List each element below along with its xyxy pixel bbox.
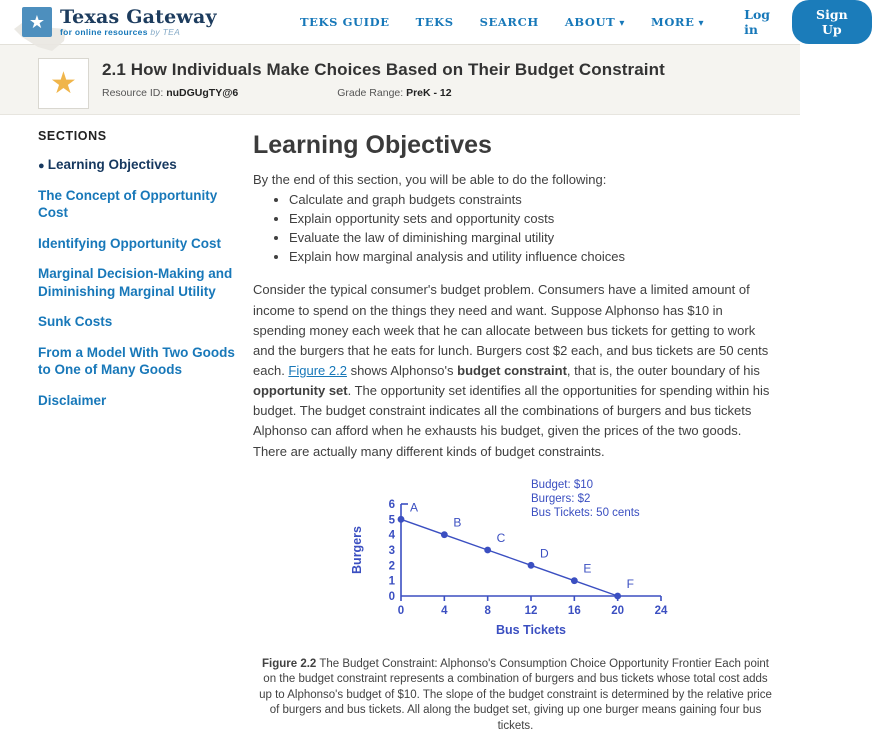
nav-item[interactable]: TEKS [415,15,454,29]
svg-text:12: 12 [524,604,538,617]
svg-text:20: 20 [611,604,625,617]
page-title: 2.1 How Individuals Make Choices Based on Their Budget Constraint [102,60,665,79]
section-heading: Learning Objectives [253,131,492,159]
resource-banner [0,44,800,115]
resource-star-icon: ★ [50,66,77,100]
nav-item[interactable]: SEARCH [479,15,539,29]
resource-type-card [38,58,89,109]
sidebar-item[interactable]: ● Learning Objectives [38,156,245,174]
objective-item: • Evaluate the law of diminishing marginal utility [289,229,778,248]
figure-caption-label: Figure 2.2 [262,657,317,670]
resource-meta [102,87,665,99]
grade-range-label: Grade Range: [337,87,404,99]
sidebar-item[interactable]: Marginal Decision-Making and Diminishing Marginal Utility [38,266,233,299]
svg-text:E: E [583,561,592,576]
login-link[interactable]: Log in [744,7,771,37]
logo-tagline: for online resources by TEA [60,26,181,37]
sidebar-item[interactable]: Disclaimer [38,392,107,408]
svg-text:3: 3 [388,544,395,557]
logo-star-icon: ★ [22,7,52,37]
svg-text:B: B [453,515,462,530]
logo-by-tea: by TEA [150,26,181,37]
svg-text:Bus Tickets: 50 cents: Bus Tickets: 50 cents [531,506,640,519]
objective-item: • Explain opportunity sets and opportunity costs [289,210,778,229]
objectives-intro: By the end of this section, you will be able to do the following: [253,172,607,187]
svg-text:Burgers: $2: Burgers: $2 [531,492,591,505]
figure-caption: Figure 2.2 The Budget Constraint: Alphonso's Consumption Choice Opportunity Frontier Each point on the budget constraint represents a combination of burgers and bus tickets whose total cost adds up to Alphonso's budget of $10. The slope of the budget constraint is determined by the relative price of burgers and bus tickets. All along the budget set, giving up one burger means gaining four bus tickets. [259,657,772,732]
sidebar-list [38,156,245,409]
sidebar-item[interactable]: From a Model With Two Goods to One of Many Goods [38,344,235,378]
sidebar-item[interactable]: Identifying Opportunity Cost [38,235,221,251]
svg-text:1: 1 [388,575,395,588]
objective-item: • Calculate and graph budgets constraints [289,191,778,210]
figure-2-2-link[interactable]: Figure 2.2 [288,362,347,378]
svg-text:A: A [410,499,419,514]
objectives-list [289,191,778,266]
svg-text:0: 0 [397,604,405,617]
svg-text:5: 5 [388,513,395,526]
sidebar-heading: SECTIONS [38,129,107,143]
resource-id-value: nuDGUgTY@6 [166,87,239,99]
nav-item[interactable]: MORE ▾ [651,15,704,29]
svg-text:Bus Tickets: Bus Tickets [496,622,566,637]
grade-range-value: PreK - 12 [406,87,452,99]
budget-chart [349,476,679,638]
svg-text:8: 8 [484,604,491,617]
resource-id-label: Resource ID: [102,87,164,99]
nav-item[interactable]: TEKS GUIDE [300,15,390,29]
nav-item[interactable]: ABOUT ▾ [565,15,625,29]
site-header [0,0,848,44]
svg-text:Burgers: Burgers [350,525,364,574]
svg-text:C: C [496,530,506,545]
sidebar-item[interactable]: The Concept of Opportunity Cost [38,187,218,221]
sections-sidebar [38,129,245,734]
svg-text:0: 0 [388,590,395,603]
svg-text:Budget: $10: Budget: $10 [531,478,594,491]
logo-title: Texas Gateway [60,5,217,28]
svg-text:F: F [626,576,635,591]
svg-text:4: 4 [388,529,395,542]
main-nav [300,15,704,29]
texas-gateway-logo[interactable] [22,7,232,37]
svg-text:6: 6 [388,498,395,511]
svg-text:16: 16 [567,604,581,617]
svg-text:2: 2 [388,559,395,572]
svg-text:4: 4 [441,604,448,617]
svg-text:24: 24 [654,604,668,617]
svg-text:D: D [540,545,549,560]
sidebar-item[interactable]: Sunk Costs [38,314,113,330]
objective-item: • Explain how marginal analysis and utility influence choices [289,248,778,267]
figure-2-2 [349,476,679,643]
main-content [245,129,800,734]
signup-button[interactable]: Sign Up [792,0,872,44]
body-paragraph: Consider the typical consumer's budget problem. Consumers have a limited amount of income to spend on the things they need and want. Suppose Alphonso has $10 in spending money each week that he can allocate between bus tickets for getting to work and the burgers that he eats for lunch. Burgers cost $2 each, and bus tickets are 50 cents each. Figure 2.2 shows Alphonso's budget constraint, that is, the outer boundary of his opportunity set. The opportunity set identifies all the opportunities for spending within his budget. The budget constraint indicates all the combinations of burgers and bus tickets Alphonso can afford when he exhausts his budget, given the prices of the two goods. There are actually many different kinds of budget constraints. [253,282,770,459]
